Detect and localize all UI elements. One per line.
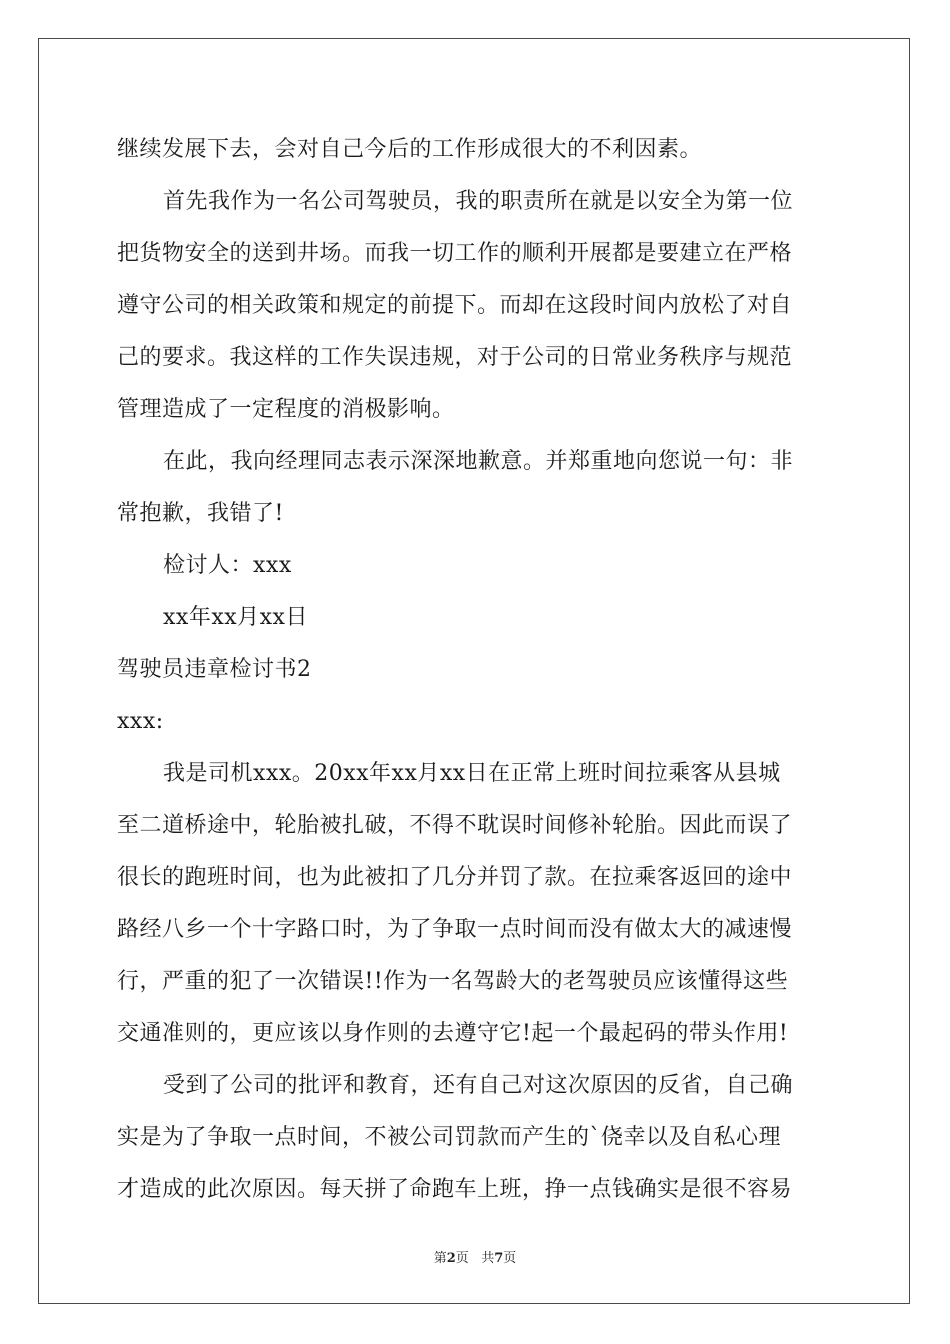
- date-line: xx年xx月xx日: [163, 605, 308, 630]
- text-line-13: 我是司机xxx。20xx年xx月xx日在正常上班时间拉乘客从县城: [163, 761, 781, 786]
- section-title: 驾驶员违章检讨书2: [117, 657, 312, 682]
- salutation-line: xxx:: [117, 709, 164, 734]
- text-line-5: 己的要求。我这样的工作失误违规，对于公司的日常业务秩序与规范: [117, 345, 793, 370]
- text-line-7: 在此，我向经理同志表示深深地歉意。并郑重地向您说一句：非: [163, 449, 794, 474]
- text-line-21: 才造成的此次原因。每天拼了命跑车上班，挣一点钱确实是很不容易: [117, 1177, 793, 1202]
- text-line-4: 遵守公司的相关政策和规定的前提下。而却在这段时间内放松了对自: [117, 293, 793, 318]
- page-current: 2: [446, 1251, 456, 1266]
- page-footer: [0, 1247, 950, 1266]
- text-line-8: 常抱歉，我错了!: [117, 501, 284, 526]
- text-line-20: 实是为了争取一点时间，不被公司罚款而产生的`侥幸以及自私心理: [117, 1125, 782, 1150]
- text-line-19: 受到了公司的批评和教育，还有自己对这次原因的反省，自己确: [163, 1073, 794, 1098]
- text-line-6: 管理造成了一定程度的消极影响。: [117, 397, 455, 422]
- page-prefix: 第: [433, 1251, 447, 1266]
- text-line-14: 至二道桥途中，轮胎被扎破，不得不耽误时间修补轮胎。因此而误了: [117, 813, 793, 838]
- page-mid: 页: [455, 1251, 469, 1266]
- document-body: [117, 126, 837, 1213]
- total-prefix: 共: [481, 1251, 495, 1266]
- text-line-1: 继续发展下去，会对自己今后的工作形成很大的不利因素。: [117, 137, 703, 162]
- text-line-15: 很长的跑班时间，也为此被扣了几分并罚了款。在拉乘客返回的途中: [117, 865, 793, 890]
- signer-line: 检讨人：xxx: [163, 553, 292, 578]
- total-suffix: 页: [503, 1251, 517, 1266]
- text-line-17: 行，严重的犯了一次错误!!作为一名驾龄大的老驾驶员应该懂得这些: [117, 969, 789, 994]
- text-line-16: 路经八乡一个十字路口时，为了争取一点时间而没有做太大的减速慢: [117, 917, 793, 942]
- text-line-3: 把货物安全的送到井场。而我一切工作的顺利开展都是要建立在严格: [117, 241, 793, 266]
- text-line-18: 交通准则的，更应该以身作则的去遵守它!起一个最起码的带头作用!: [117, 1021, 789, 1046]
- page-total: 7: [494, 1251, 504, 1266]
- text-line-2: 首先我作为一名公司驾驶员，我的职责所在就是以安全为第一位: [163, 189, 794, 214]
